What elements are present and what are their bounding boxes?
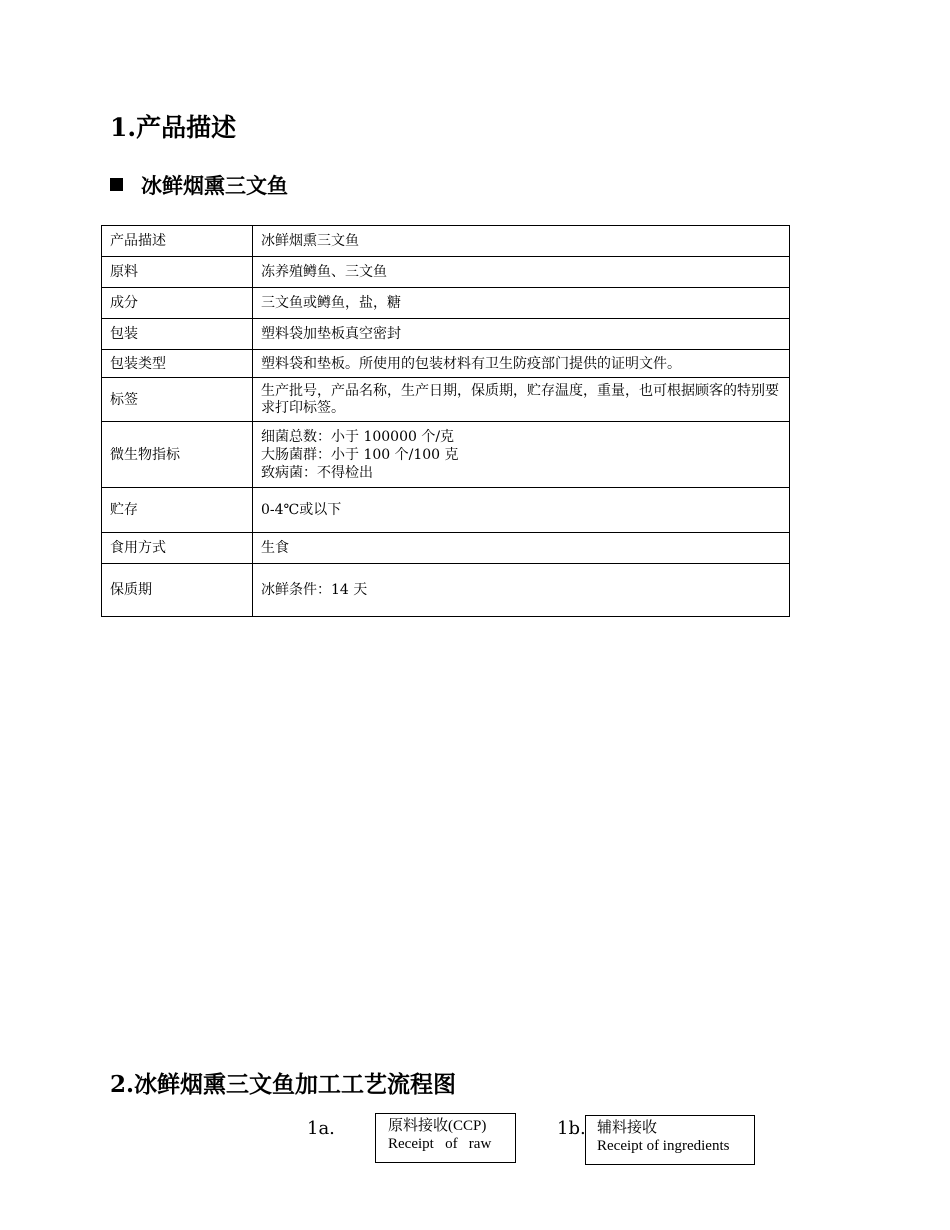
table-row — [102, 564, 790, 617]
micro-line: 细菌总数：小于 100000 个/克 — [261, 428, 455, 445]
table-row — [102, 257, 790, 288]
row-label: 保质期 — [102, 564, 253, 617]
row-label: 成分 — [102, 288, 253, 319]
micro-line: 致病菌：不得检出 — [261, 464, 373, 481]
section-2-title: 2.冰鲜烟熏三文鱼加工工艺流程图 — [110, 1071, 457, 1098]
row-value: 冰鲜烟熏三文鱼 — [253, 226, 790, 257]
row-value: 冻养殖鳟鱼、三文鱼 — [253, 257, 790, 288]
row-value — [253, 422, 790, 488]
table-row — [102, 378, 790, 422]
table-row — [102, 350, 790, 378]
table-row — [102, 533, 790, 564]
product-spec-table — [101, 225, 790, 617]
flow-box-line: Receipt of raw — [388, 1136, 492, 1152]
row-value: 冰鲜条件：14 天 — [253, 564, 790, 617]
row-value: 三文鱼或鳟鱼，盐，糖 — [253, 288, 790, 319]
row-label: 产品描述 — [102, 226, 253, 257]
row-value: 生产批号，产品名称，生产日期，保质期，贮存温度，重量，也可根据顾客的特别要求打印标签。 — [253, 378, 790, 422]
row-label: 微生物指标 — [102, 422, 253, 488]
row-label: 原料 — [102, 257, 253, 288]
flow-box-line: 辅料接收 — [597, 1120, 658, 1136]
row-label: 包装类型 — [102, 350, 253, 378]
table-row — [102, 488, 790, 533]
row-label: 食用方式 — [102, 533, 253, 564]
row-label: 包装 — [102, 319, 253, 350]
flow-box-line: Receipt of ingredients — [597, 1138, 730, 1154]
row-label: 标签 — [102, 378, 253, 422]
flow-box-raw-receipt — [375, 1113, 516, 1163]
bullet-square-icon — [110, 178, 123, 191]
table-row — [102, 288, 790, 319]
micro-line: 大肠菌群：小于 100 个/100 克 — [261, 446, 459, 463]
product-heading — [110, 170, 288, 200]
flow-box-ingredient-receipt — [585, 1115, 755, 1165]
row-label: 贮存 — [102, 488, 253, 533]
section-1-title: 1.产品描述 — [110, 113, 237, 142]
table-row — [102, 226, 790, 257]
row-value: 塑料袋和垫板。所使用的包装材料有卫生防疫部门提供的证明文件。 — [253, 350, 790, 378]
row-value: 生食 — [253, 533, 790, 564]
product-heading-text: 冰鲜烟熏三文鱼 — [141, 173, 288, 198]
row-value: 塑料袋加垫板真空密封 — [253, 319, 790, 350]
step-1b-number: 1b. — [557, 1118, 586, 1139]
flow-box-line: 原料接收(CCP) — [388, 1118, 487, 1134]
table-row — [102, 319, 790, 350]
table-row — [102, 422, 790, 488]
step-1a-number: 1a. — [307, 1118, 335, 1139]
row-value: 0-4℃或以下 — [253, 488, 790, 533]
